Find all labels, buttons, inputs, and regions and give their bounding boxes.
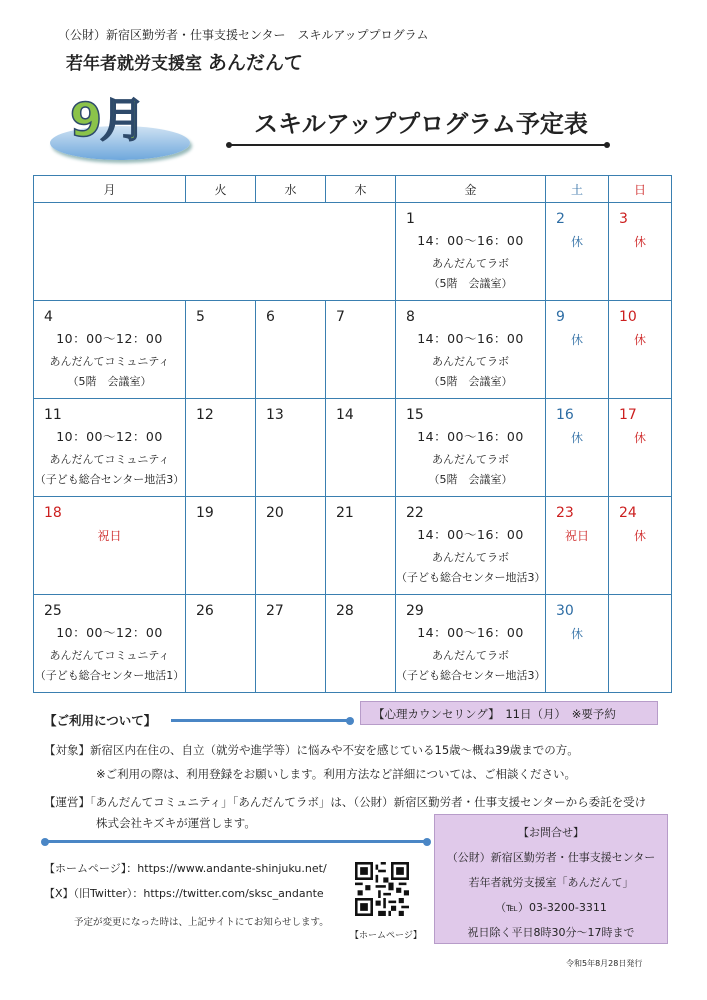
day-cell xyxy=(326,301,396,399)
qr-label: 【ホームページ】 xyxy=(350,931,422,941)
room-title xyxy=(66,48,303,75)
day-note: 休 xyxy=(633,333,646,347)
day-cell xyxy=(186,497,256,595)
day-cell xyxy=(396,203,546,301)
event-time: 14：00〜16：00 xyxy=(417,331,524,346)
day-number: 28 xyxy=(336,603,354,619)
homepage-link[interactable]: 【ホームページ】：https://www.andante-shinjuku.net/ xyxy=(44,862,327,875)
event-name: あんだんてラボ xyxy=(432,551,509,564)
day-number: 3 xyxy=(619,211,628,227)
counseling-box: 【心理カウンセリング】 11日（月） ※要予約 xyxy=(360,701,658,725)
calendar-table xyxy=(33,175,672,693)
event-place: （5階 会議室） xyxy=(428,375,513,388)
event-name: あんだんてラボ xyxy=(432,257,509,270)
weekday-fri: 金 xyxy=(396,176,546,203)
day-cell xyxy=(396,595,546,693)
room-name: あんだんて xyxy=(207,52,303,74)
week-row xyxy=(34,399,672,497)
month-badge xyxy=(50,90,190,162)
qr-code-icon[interactable] xyxy=(355,862,409,916)
day-cell xyxy=(256,497,326,595)
day-note: 休 xyxy=(570,627,583,641)
event-place: （5階 会議室） xyxy=(428,277,513,290)
day-number: 15 xyxy=(406,407,424,423)
room-prefix: 若年者就労支援室 xyxy=(66,54,202,74)
event-place: （子ども総合センター地活3） xyxy=(396,669,546,682)
day-cell xyxy=(326,595,396,693)
day-cell xyxy=(396,301,546,399)
day-cell xyxy=(34,399,186,497)
weekday-thu: 木 xyxy=(326,176,396,203)
day-cell xyxy=(609,203,672,301)
event-name: あんだんてコミュニティ xyxy=(49,649,170,662)
event-place: （子ども総合センター地活1） xyxy=(34,669,185,682)
day-number: 7 xyxy=(336,309,345,325)
day-number: 11 xyxy=(44,407,62,423)
operation-text-2: 株式会社キズキが運営します。 xyxy=(96,816,256,830)
day-number: 6 xyxy=(266,309,275,325)
contact-room: 若年者就労支援室「あんだんて」 xyxy=(468,876,634,889)
day-number: 29 xyxy=(406,603,424,619)
weekday-sat: 土 xyxy=(546,176,609,203)
contact-box xyxy=(434,814,668,944)
day-cell xyxy=(546,595,609,693)
day-note: 休 xyxy=(570,235,583,249)
event-time: 14：00〜16：00 xyxy=(417,233,524,248)
event-time: 14：00〜16：00 xyxy=(417,429,524,444)
day-cell xyxy=(256,301,326,399)
usage-rule xyxy=(171,719,351,722)
day-cell xyxy=(256,399,326,497)
day-number: 1 xyxy=(406,211,415,227)
empty-cell xyxy=(34,203,396,301)
day-number: 9 xyxy=(556,309,565,325)
day-number: 5 xyxy=(196,309,205,325)
day-number: 17 xyxy=(619,407,637,423)
day-cell xyxy=(186,595,256,693)
day-number: 21 xyxy=(336,505,354,521)
day-cell xyxy=(186,399,256,497)
day-cell xyxy=(546,399,609,497)
event-time: 14：00〜16：00 xyxy=(417,625,524,640)
day-cell xyxy=(34,497,186,595)
day-cell xyxy=(326,399,396,497)
event-time: 10：00〜12：00 xyxy=(56,625,163,640)
day-number: 27 xyxy=(266,603,284,619)
day-number: 10 xyxy=(619,309,637,325)
weekday-header-row xyxy=(34,176,672,203)
event-name: あんだんてラボ xyxy=(432,453,509,466)
weekday-sun: 日 xyxy=(609,176,672,203)
weekday-tue: 火 xyxy=(186,176,256,203)
day-number: 2 xyxy=(556,211,565,227)
day-number: 23 xyxy=(556,505,574,521)
day-cell xyxy=(256,595,326,693)
change-notice: 予定が変更になった時は、上記サイトにてお知らせします。 xyxy=(74,917,329,928)
week-row xyxy=(34,595,672,693)
page-title: スキルアッププログラム予定表 xyxy=(254,110,588,138)
twitter-link[interactable]: 【X】（旧Twitter）：https://twitter.com/sksc_andante xyxy=(44,887,324,900)
contact-heading: 【お問合せ】 xyxy=(518,826,584,839)
day-number: 14 xyxy=(336,407,354,423)
day-number: 12 xyxy=(196,407,214,423)
day-number: 19 xyxy=(196,505,214,521)
day-number: 25 xyxy=(44,603,62,619)
day-number: 20 xyxy=(266,505,284,521)
day-cell xyxy=(546,301,609,399)
event-place: （5階 会議室） xyxy=(428,473,513,486)
day-number: 22 xyxy=(406,505,424,521)
day-cell xyxy=(546,497,609,595)
day-number: 26 xyxy=(196,603,214,619)
contact-org: （公財）新宿区勤労者・仕事支援センター xyxy=(446,851,656,864)
day-note: 祝日 xyxy=(97,529,122,543)
event-name: あんだんてコミュニティ xyxy=(49,453,170,466)
issue-date: 令和5年8月28日発行 xyxy=(566,959,643,968)
day-cell xyxy=(546,203,609,301)
contact-hours: 祝日除く平日8時30分〜17時まで xyxy=(467,926,635,939)
operation-text-1: 【運営】「あんだんてコミュニティ」「あんだんてラボ」は、（公財）新宿区勤労者・仕事支援センターから委託を受け xyxy=(44,795,647,809)
weekday-wed: 水 xyxy=(256,176,326,203)
day-cell xyxy=(326,497,396,595)
org-line: （公財）新宿区勤労者・仕事支援センター スキルアッププログラム xyxy=(58,28,429,42)
event-time: 10：00〜12：00 xyxy=(56,331,163,346)
day-number: 24 xyxy=(619,505,637,521)
day-note: 休 xyxy=(570,333,583,347)
event-time: 14：00〜16：00 xyxy=(417,527,524,542)
day-cell xyxy=(609,399,672,497)
day-note: 休 xyxy=(633,529,646,543)
event-place: （子ども総合センター地活3） xyxy=(396,571,546,584)
week-row xyxy=(34,301,672,399)
day-number: 8 xyxy=(406,309,415,325)
month-label: 9月 xyxy=(70,93,145,147)
contact-tel[interactable]: （℡）03-3200-3311 xyxy=(495,901,607,914)
day-number: 4 xyxy=(44,309,53,325)
event-name: あんだんてラボ xyxy=(432,649,509,662)
event-place: （子ども総合センター地活3） xyxy=(34,473,185,486)
day-cell xyxy=(186,301,256,399)
day-cell xyxy=(396,399,546,497)
registration-note: ※ご利用の際は、利用登録をお願いします。利用方法など詳細については、ご相談ください。 xyxy=(96,767,576,781)
section-rule xyxy=(44,840,428,843)
week-row xyxy=(34,497,672,595)
day-cell xyxy=(34,301,186,399)
day-number: 30 xyxy=(556,603,574,619)
day-number: 18 xyxy=(44,505,62,521)
day-cell xyxy=(609,497,672,595)
title-underline xyxy=(228,144,608,146)
usage-heading: 【ご利用について】 xyxy=(44,713,157,728)
target-text: 【対象】新宿区内在住の、自立（就労や進学等）に悩みや不安を感じている15歳〜概ね39歳までの方。 xyxy=(44,743,579,757)
weekday-mon: 月 xyxy=(34,176,186,203)
day-note: 休 xyxy=(633,235,646,249)
day-note: 祝日 xyxy=(564,529,589,543)
event-place: （5階 会議室） xyxy=(67,375,152,388)
day-cell xyxy=(396,497,546,595)
day-note: 休 xyxy=(633,431,646,445)
day-note: 休 xyxy=(570,431,583,445)
event-time: 10：00〜12：00 xyxy=(56,429,163,444)
day-number: 13 xyxy=(266,407,284,423)
day-cell xyxy=(609,301,672,399)
week-row xyxy=(34,203,672,301)
day-cell xyxy=(34,595,186,693)
day-number: 16 xyxy=(556,407,574,423)
event-name: あんだんてコミュニティ xyxy=(49,355,170,368)
event-name: あんだんてラボ xyxy=(432,355,509,368)
empty-cell xyxy=(609,595,672,693)
